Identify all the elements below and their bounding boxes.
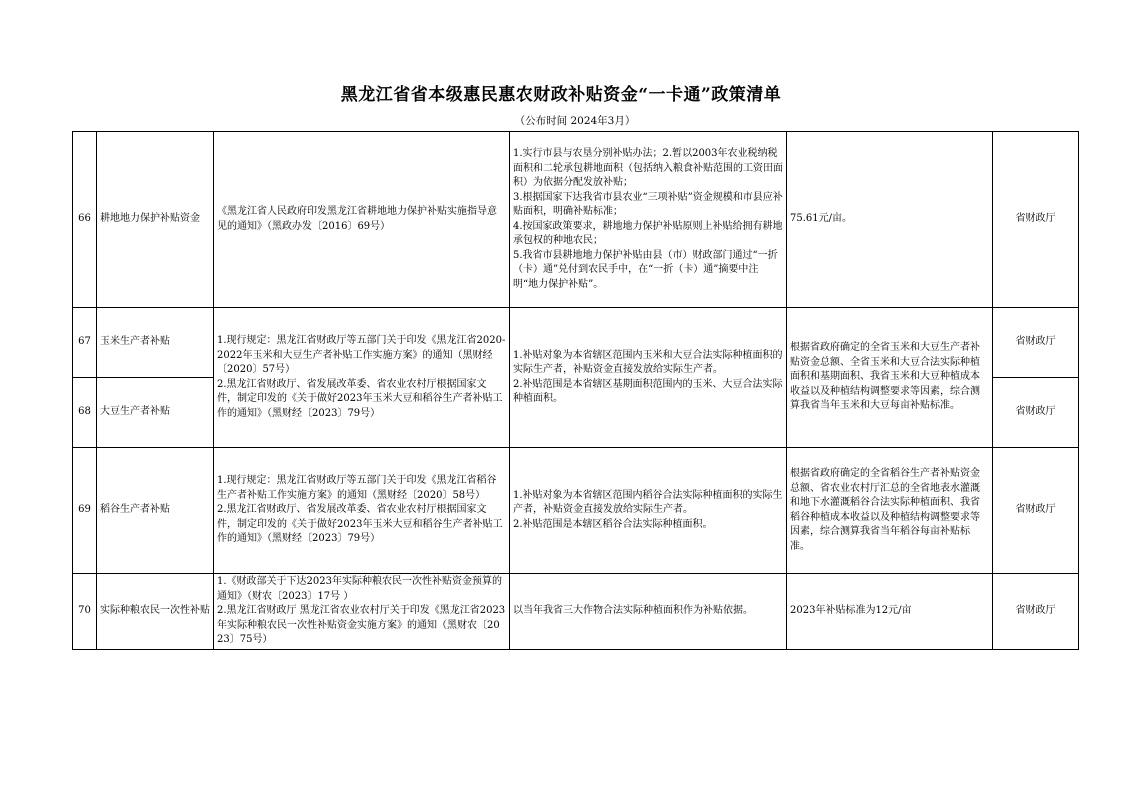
subsidy-standard: 根据省政府确定的全省玉米和大豆生产者补贴资金总额、全省玉米和大豆合法实际种植面积和基期面积、我省玉米和大豆种植成本收益以及种植结构调整要求等因素，综合测算我省当年玉米和大豆每亩补贴标准。 <box>787 308 993 448</box>
table-row <box>73 308 1079 378</box>
policy-basis: 1.现行规定：黑龙江省财政厅等五部门关于印发《黑龙江省2020-2022年玉米和大豆生产者补贴工作实施方案》的通知（黑财经〔2020〕57号） 2.黑龙江省财政厅、省发展改革委、省农业农村厅根据国家文件，制定印发的《关于做好2023年玉米大豆和稻谷生产者补贴工作的通知》（黑财经〔2023〕79号） <box>214 308 510 448</box>
subsidy-scope: 1.补贴对象为本省辖区范围内玉米和大豆合法实际种植面积的实际生产者，补贴资金直接发放给实际生产者。 2.补贴范围是本省辖区基期面积范围内的玉米、大豆合法实际种植面积。 <box>510 308 787 448</box>
table-row <box>73 132 1079 308</box>
subsidy-name: 实际种粮农民一次性补贴 <box>97 574 214 650</box>
row-number: 68 <box>73 378 97 448</box>
publish-date: （公布时间 2024年3月） <box>514 115 636 127</box>
subsidy-name: 玉米生产者补贴 <box>97 308 214 378</box>
policy-basis: 《黑龙江省人民政府印发黑龙江省耕地地力保护补贴实施指导意见的通知》（黑政办发〔2016〕69号） <box>214 132 510 308</box>
subsidy-name: 大豆生产者补贴 <box>97 378 214 448</box>
department: 省财政厅 <box>993 574 1079 650</box>
row-number: 67 <box>73 308 97 378</box>
row-number: 66 <box>73 132 97 308</box>
department: 省财政厅 <box>993 132 1079 308</box>
subsidy-scope: 以当年我省三大作物合法实际种植面积作为补贴依据。 <box>510 574 787 650</box>
policy-basis: 1.现行规定：黑龙江省财政厅等五部门关于印发《黑龙江省稻谷生产者补贴工作实施方案》的通知（黑财经〔2020〕58号） 2.黑龙江省财政厅、省发展改革委、省农业农村厅根据国家文件，制定印发的《关于做好2023年玉米大豆和稻谷生产者补贴工作的通知》（黑财经〔2023〕79号） <box>214 448 510 574</box>
subsidy-standard: 根据省政府确定的全省稻谷生产者补贴资金总额、省农业农村厅汇总的全省地表水灌溉和地下水灌溉稻谷合法实际种植面积、我省稻谷种植成本收益以及种植结构调整要求等因素，综合测算我省当年稻谷每亩补贴标准。 <box>787 448 993 574</box>
subsidy-scope: 1.补贴对象为本省辖区范围内稻谷合法实际种植面积的实际生产者，补贴资金直接发放给实际生产者。 2.补贴范围是本辖区稻谷合法实际种植面积。 <box>510 448 787 574</box>
policy-basis: 1.《财政部关于下达2023年实际种粮农民一次性补贴资金预算的通知》（财农〔2023〕17号 ） 2.黑龙江省财政厅 黑龙江省农业农村厅关于印发《黑龙江省2023年实际种粮农民一次性补贴资金实施方案》的通知（黑财农〔2023〕75号） <box>214 574 510 650</box>
subsidy-name: 稻谷生产者补贴 <box>97 448 214 574</box>
subsidy-scope: 1.实行市县与农垦分别补贴办法；2.暂以2003年农业税纳税面积和二轮承包耕地面积（包括纳入粮食补贴范围的工资田面积）为依据分配发放补贴； 3.根据国家下达我省市县农业“三项补贴”资金规模和市县应补贴面积，明确补贴标准； 4.按国家政策要求，耕地地力保护补贴原则上补贴给拥有耕地承包权的种地农民； 5.我省市县耕地地力保护补贴由县（市）财政部门通过“一折（卡）通”兑付到农民手中，在“一折（卡）通”摘要中注明“地力保护补贴”。 <box>510 132 787 308</box>
row-number: 70 <box>73 574 97 650</box>
table-row <box>73 448 1079 574</box>
subsidy-standard: 2023年补贴标准为12元/亩 <box>787 574 993 650</box>
policy-table <box>72 131 1079 650</box>
subsidy-name: 耕地地力保护补贴资金 <box>97 132 214 308</box>
department: 省财政厅 <box>993 308 1079 378</box>
table-row <box>73 574 1079 650</box>
department: 省财政厅 <box>993 378 1079 448</box>
department: 省财政厅 <box>993 448 1079 574</box>
page-title: 黑龙江省省本级惠民惠农财政补贴资金“一卡通”政策清单 <box>340 85 782 105</box>
subsidy-standard: 75.61元/亩。 <box>787 132 993 308</box>
row-number: 69 <box>73 448 97 574</box>
